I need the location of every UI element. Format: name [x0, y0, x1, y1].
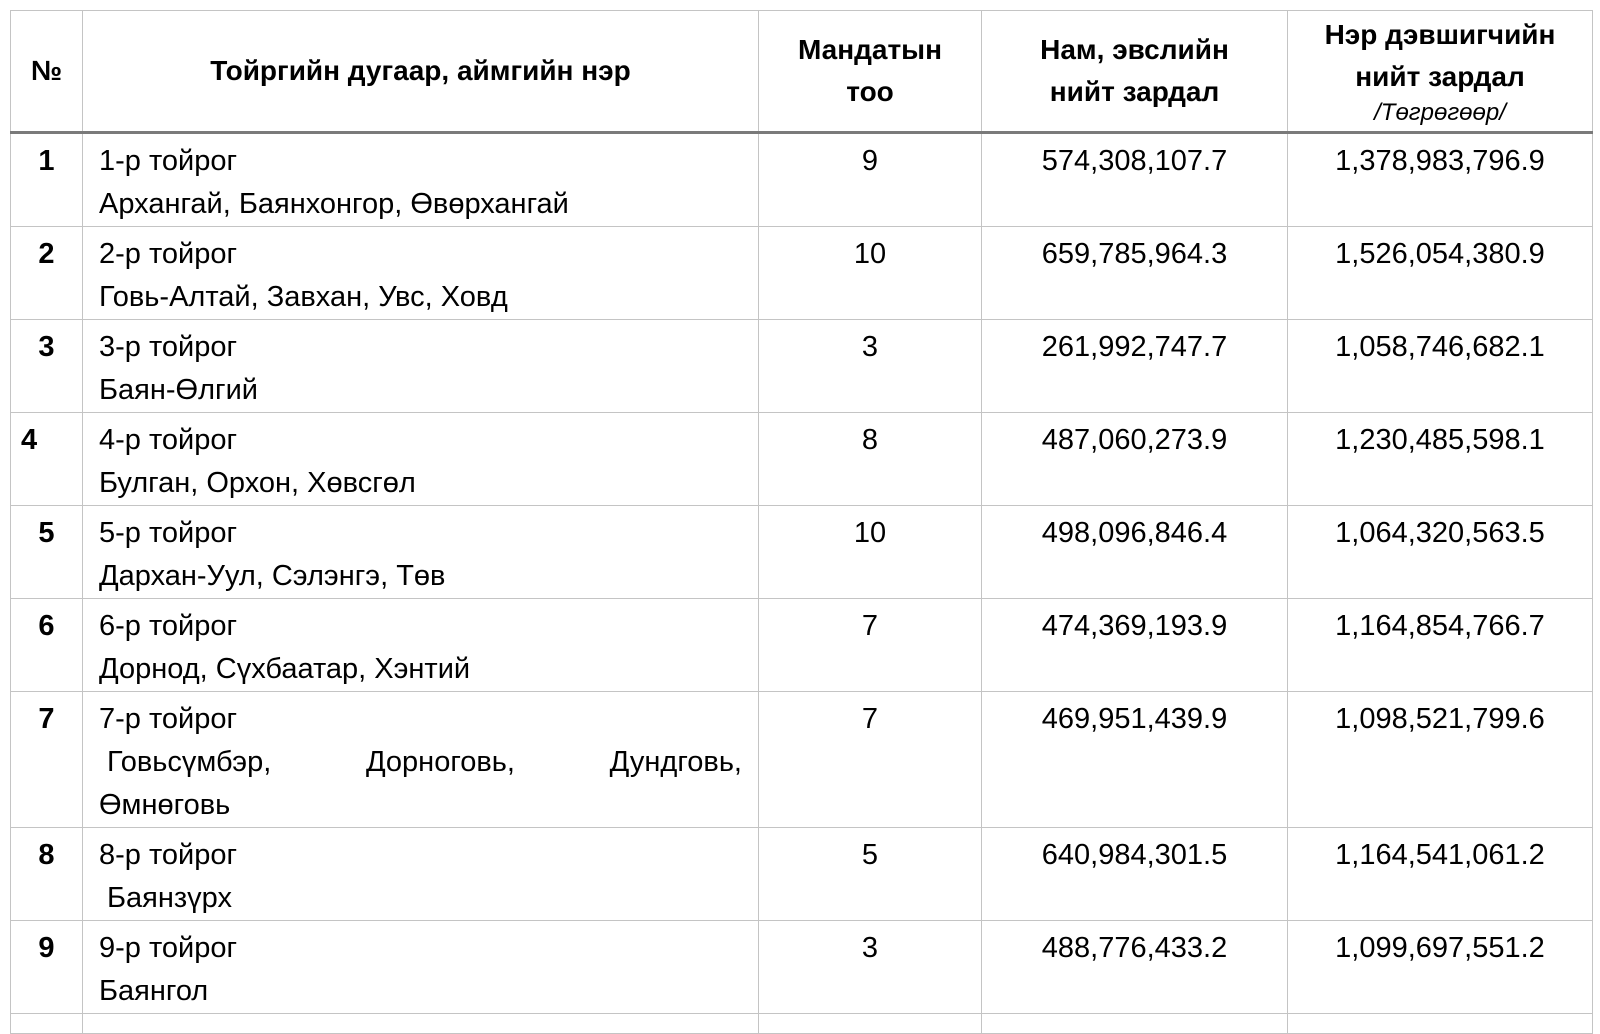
- row-number: 3: [11, 320, 83, 413]
- province-list: Говь-Алтай, Завхан, Увс, Ховд: [99, 281, 508, 313]
- row-number: 4: [11, 413, 83, 506]
- table-row: [11, 506, 1593, 599]
- party-cost: 261,992,747.7: [982, 320, 1288, 413]
- mandate-count: 9: [759, 133, 982, 227]
- row-number: 5: [11, 506, 83, 599]
- district-cell: [83, 692, 759, 828]
- district-cell: [83, 599, 759, 692]
- district-name: 8-р тойрог: [99, 839, 238, 871]
- district-cell: [83, 921, 759, 1014]
- header-district: Тойргийн дугаар, аймгийн нэр: [83, 11, 759, 133]
- header-party-line1: Нам, эвслийн: [1040, 34, 1229, 65]
- mandate-count: 3: [759, 921, 982, 1014]
- table-row: [11, 921, 1593, 1014]
- header-number: №: [11, 11, 83, 133]
- province-list: Дорнод, Сүхбаатар, Хэнтий: [99, 653, 471, 685]
- header-mandates-line2: тоо: [846, 76, 894, 107]
- district-cell: [83, 828, 759, 921]
- province-list: Баянзүрх: [107, 882, 232, 914]
- header-mandates-line1: Мандатын: [797, 34, 943, 65]
- party-cost: 640,984,301.5: [982, 828, 1288, 921]
- table-row: [11, 692, 1593, 828]
- candidate-cost: 1,058,746,682.1: [1288, 320, 1593, 413]
- province-list: Архангай, Баянхонгор, Өвөрхангай: [99, 188, 569, 220]
- header-party-cost: [982, 11, 1288, 133]
- table-row-partial: [11, 1014, 1593, 1034]
- district-name: 1-р тойрог: [99, 145, 238, 177]
- mandate-count: 10: [759, 506, 982, 599]
- table-row: [11, 828, 1593, 921]
- district-cell: [83, 133, 759, 227]
- header-candidate-line1: Нэр дэвшигчийн: [1324, 19, 1556, 50]
- row-number: 6: [11, 599, 83, 692]
- province-list: Дархан-Уул, Сэлэнгэ, Төв: [99, 560, 446, 592]
- district-name: 7-р тойрог: [99, 703, 238, 735]
- district-name: 4-р тойрог: [99, 424, 238, 456]
- province-name: Говьсүмбэр,: [107, 746, 272, 778]
- empty-cell: [11, 1014, 83, 1034]
- expenditure-table: [10, 10, 1593, 1034]
- district-name: 5-р тойрог: [99, 517, 238, 549]
- district-cell: [83, 413, 759, 506]
- table-row: [11, 320, 1593, 413]
- table-row: [11, 227, 1593, 320]
- party-cost: 659,785,964.3: [982, 227, 1288, 320]
- mandate-count: 3: [759, 320, 982, 413]
- mandate-count: 8: [759, 413, 982, 506]
- party-cost: 574,308,107.7: [982, 133, 1288, 227]
- mandate-count: 7: [759, 692, 982, 828]
- empty-cell: [759, 1014, 982, 1034]
- party-cost: 487,060,273.9: [982, 413, 1288, 506]
- province-list: Баянгол: [99, 975, 209, 1007]
- mandate-count: 10: [759, 227, 982, 320]
- candidate-cost: 1,230,485,598.1: [1288, 413, 1593, 506]
- province-name: Дорноговь,: [365, 746, 515, 778]
- candidate-cost: 1,064,320,563.5: [1288, 506, 1593, 599]
- table-row: [11, 413, 1593, 506]
- district-name: 9-р тойрог: [99, 932, 238, 964]
- row-number: 8: [11, 828, 83, 921]
- party-cost: 474,369,193.9: [982, 599, 1288, 692]
- mandate-count: 5: [759, 828, 982, 921]
- candidate-cost: 1,378,983,796.9: [1288, 133, 1593, 227]
- header-currency-unit: /Төгрөгөөр/: [1374, 99, 1506, 126]
- empty-cell: [83, 1014, 759, 1034]
- candidate-cost: 1,099,697,551.2: [1288, 921, 1593, 1014]
- province-list: Баян-Өлгий: [99, 374, 258, 406]
- party-cost: 498,096,846.4: [982, 506, 1288, 599]
- candidate-cost: 1,098,521,799.6: [1288, 692, 1593, 828]
- district-cell: [83, 506, 759, 599]
- header-row: [11, 11, 1593, 133]
- empty-cell: [982, 1014, 1288, 1034]
- row-number: 7: [11, 692, 83, 828]
- header-party-line2: нийт зардал: [1049, 76, 1220, 107]
- district-name: 2-р тойрог: [99, 238, 238, 270]
- row-number: 2: [11, 227, 83, 320]
- province-list: Булган, Орхон, Хөвсгөл: [99, 467, 416, 499]
- header-candidate-cost: [1288, 11, 1593, 133]
- table-row: [11, 133, 1593, 227]
- table-row: [11, 599, 1593, 692]
- district-name: 3-р тойрог: [99, 331, 238, 363]
- empty-cell: [1288, 1014, 1593, 1034]
- party-cost: 488,776,433.2: [982, 921, 1288, 1014]
- candidate-cost: 1,164,541,061.2: [1288, 828, 1593, 921]
- candidate-cost: 1,164,854,766.7: [1288, 599, 1593, 692]
- row-number: 1: [11, 133, 83, 227]
- row-number: 9: [11, 921, 83, 1014]
- header-mandates: [759, 11, 982, 133]
- party-cost: 469,951,439.9: [982, 692, 1288, 828]
- province-list-justified: [99, 741, 742, 784]
- province-name: Дундговь,: [609, 746, 742, 778]
- candidate-cost: 1,526,054,380.9: [1288, 227, 1593, 320]
- header-candidate-line2: нийт зардал: [1355, 61, 1525, 92]
- mandate-count: 7: [759, 599, 982, 692]
- district-cell: [83, 227, 759, 320]
- province-name: Өмнөговь: [99, 789, 231, 821]
- district-cell: [83, 320, 759, 413]
- district-name: 6-р тойрог: [99, 610, 238, 642]
